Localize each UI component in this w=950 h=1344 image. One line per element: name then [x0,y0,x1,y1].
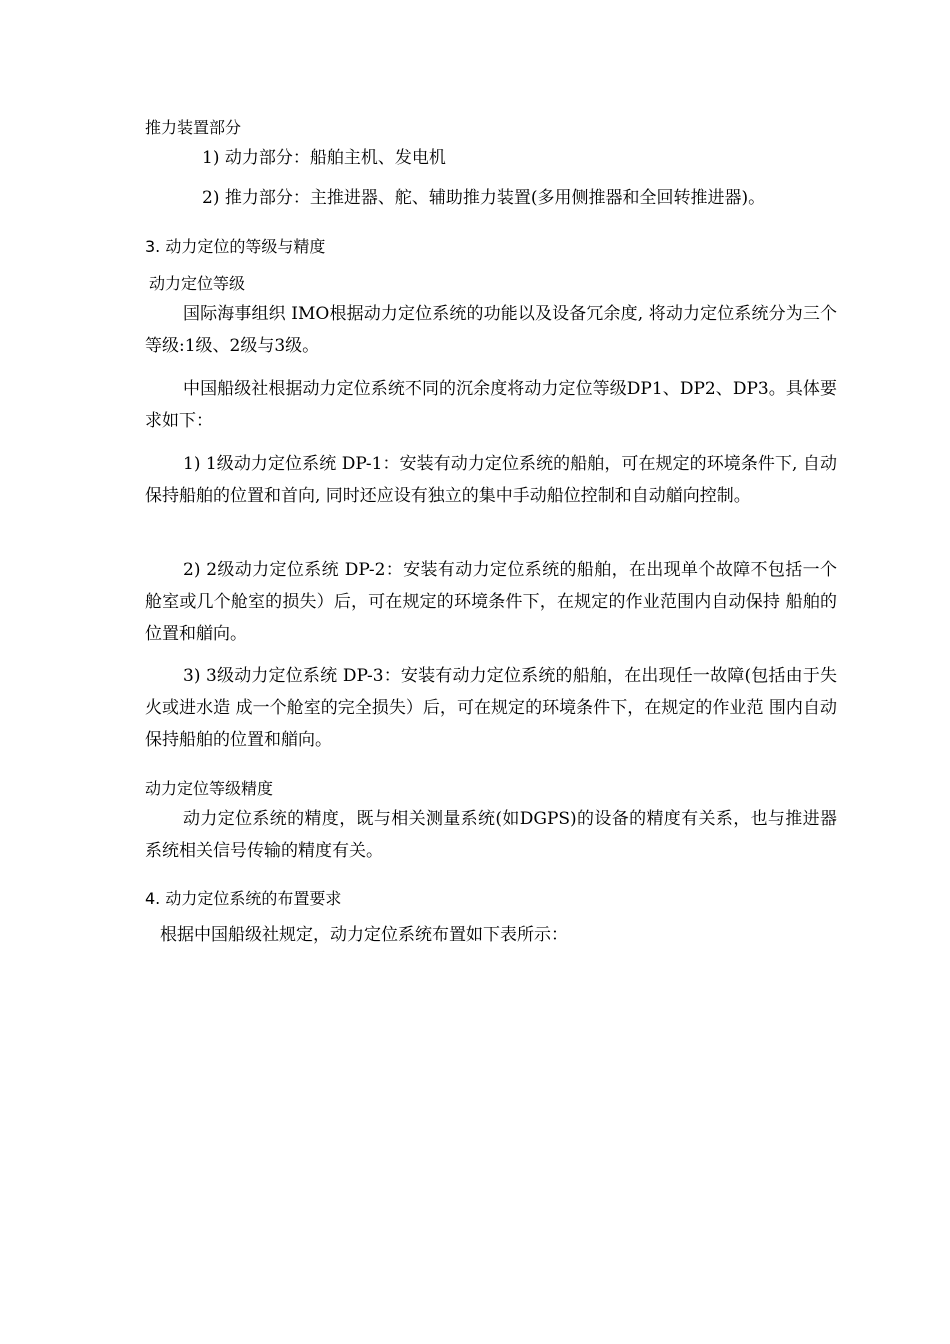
imo-paragraph: 国际海事组织 IMO根据动力定位系统的功能以及设备冗余度, 将动力定位系统分为三个等级:1级、2级与3级。 [145,304,837,356]
precision-paragraph: 动力定位系统的精度，既与相关测量系统(如DGPS)的设备的精度有关系，也与推进器系统相关信号传输的精度有关。 [145,809,837,861]
dp2-paragraph: 2) 2级动力定位系统 DP-2：安装有动力定位系统的船舶，在出现单个故障不包括一个舱室或几个舱室的损失）后，可在规定的环境条件下，在规定的作业范围内自动保持 船舶的位置和艏向。 [145,560,837,644]
layout-requirement-paragraph: 根据中国船级社规定，动力定位系统布置如下表所示： [160,925,568,945]
dp1-paragraph: 1) 1级动力定位系统 DP-1：安装有动力定位系统的船舶，可在规定的环境条件下, 自动保持船舶的位置和首向, 同时还应设有独立的集中手动船位控制和自动艏向控制。 [145,454,837,506]
thrust-item-propulsion: 2) 推力部分：主推进器、舵、辅助推力装置(多用侧推器和全回转推进器)。 [202,188,766,208]
dp-precision-heading: 动力定位等级精度 [145,779,274,798]
ccs-paragraph: 中国船级社根据动力定位系统不同的沉余度将动力定位等级DP1、DP2、DP3。具体要求如下： [145,379,837,431]
thrust-device-heading: 推力装置部分 [145,118,242,137]
dp-grade-heading: 动力定位等级 [149,274,246,293]
thrust-item-power: 1) 动力部分：船舶主机、发电机 [202,148,446,168]
section-4-heading: 4. 动力定位系统的布置要求 [145,889,342,908]
section-3-heading: 3. 动力定位的等级与精度 [145,237,326,256]
dp3-paragraph: 3) 3级动力定位系统 DP-3：安装有动力定位系统的船舶，在出现任一故障(包括由于失火或进水造 成一个舱室的完全损失）后，可在规定的环境条件下，在规定的作业范 围内自动保持船舶的位置和艏向。 [145,666,837,750]
